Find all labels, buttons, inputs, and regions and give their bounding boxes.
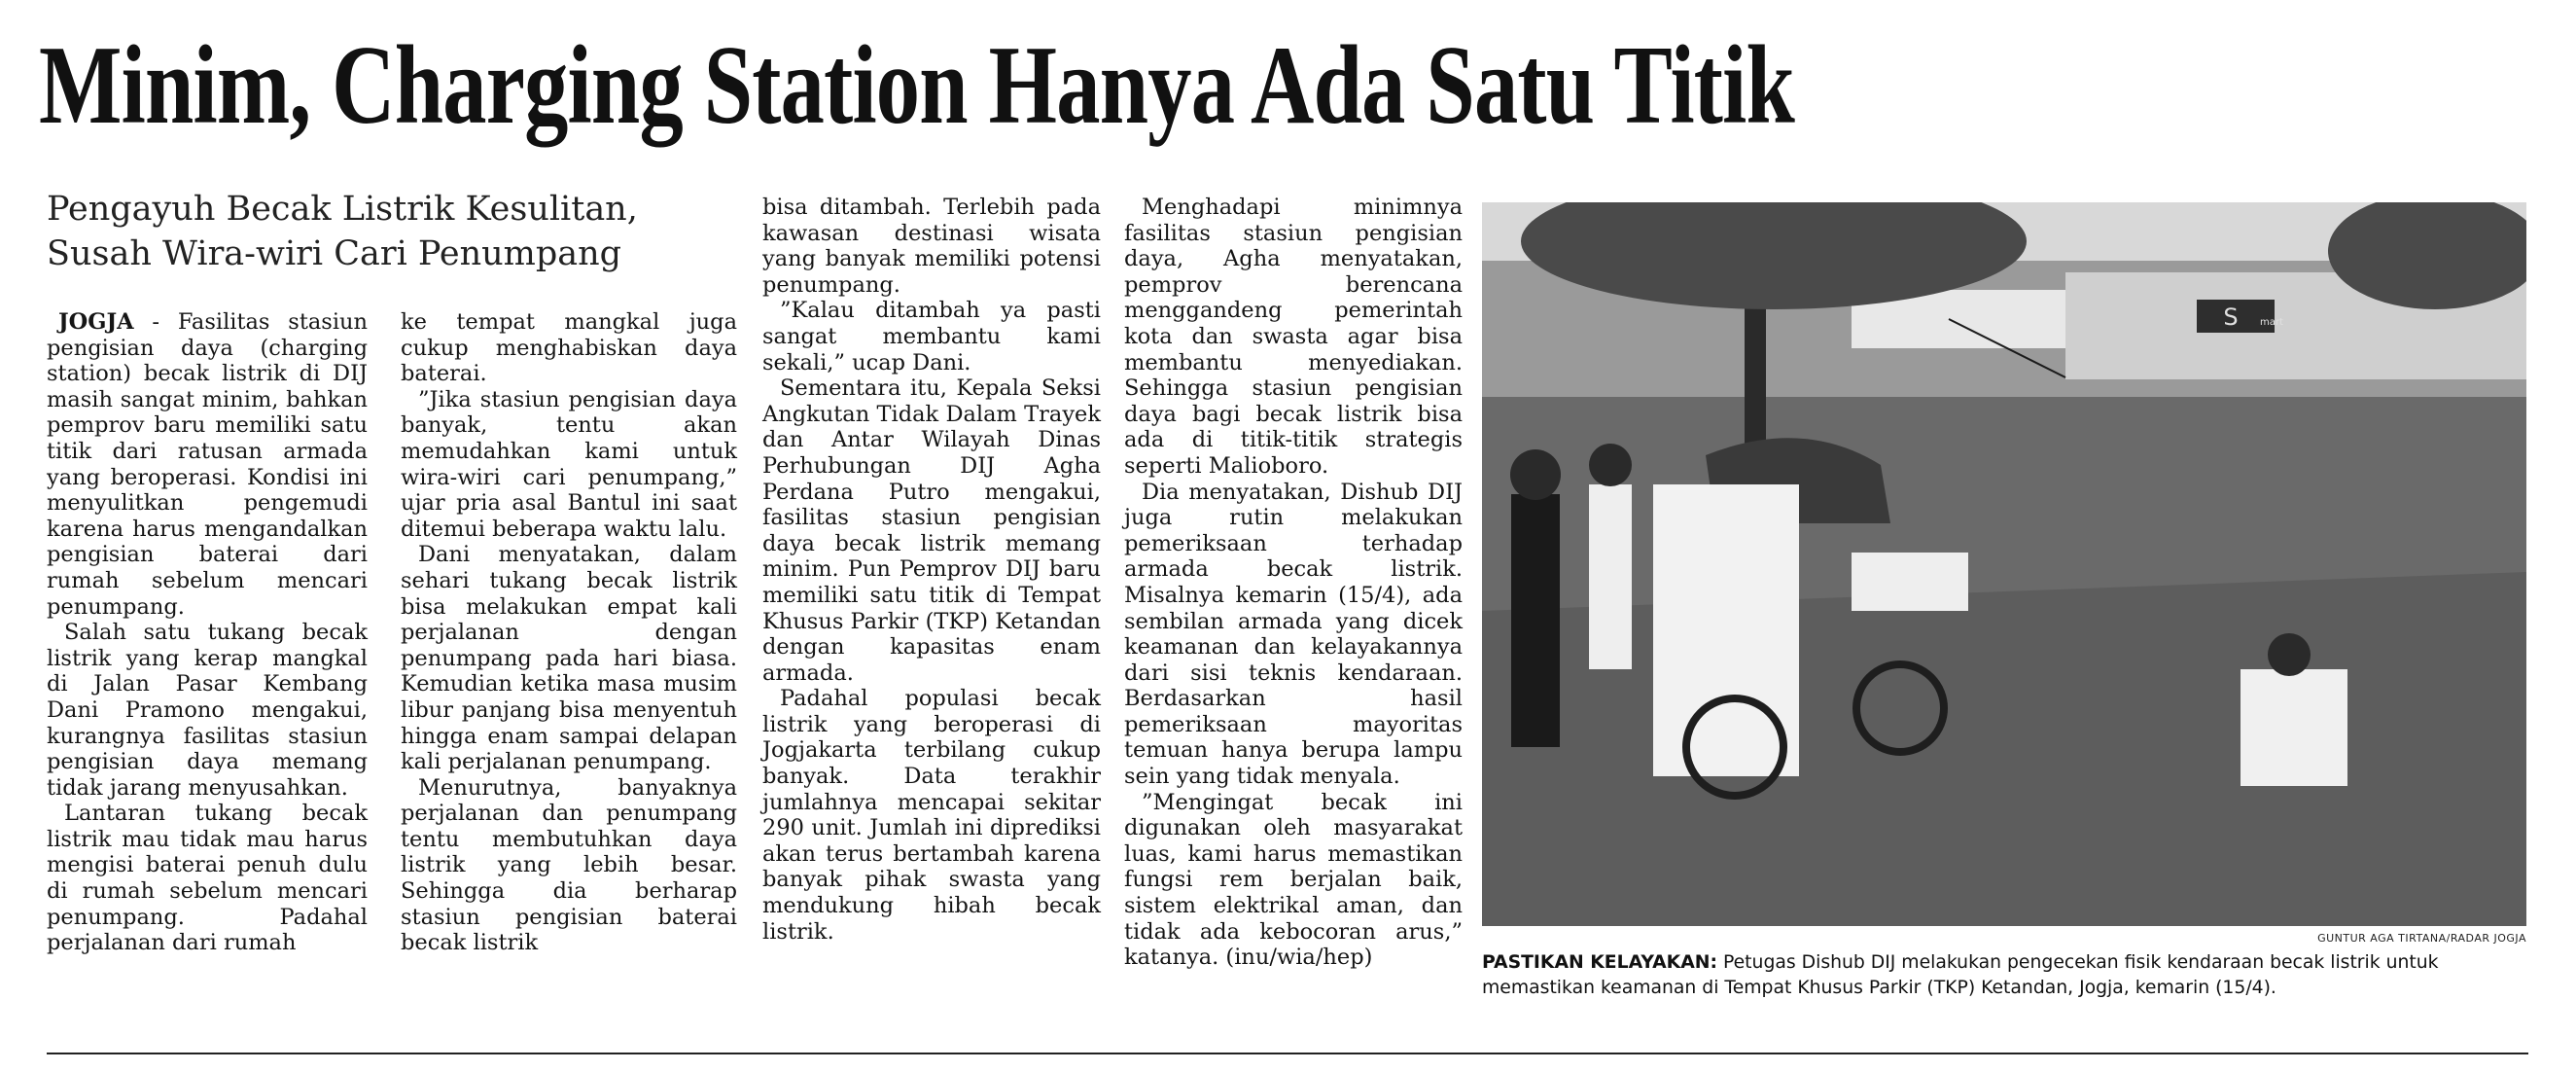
article-paragraph: Lantaran tukang becak listrik mau tidak mau harus mengisi baterai penuh dulu di rumah sebelum mencari penumpang. Padahal perjalanan dari rumah (47, 801, 368, 956)
subheadline-line-2: Susah Wira-wiri Cari Penumpang (47, 234, 622, 273)
article-paragraph: ”Jika stasiun pengisian daya banyak, tentu akan memudahkan kami untuk wira-wiri cari penumpang,” ujar pria asal Bantul ini saat ditemui beberapa waktu lalu. (401, 386, 737, 542)
caption-lead: PASTIKAN KELAYAKAN: (1482, 952, 1717, 973)
caption-text: Petugas Dishub DIJ melakukan pengecekan fisik kendaraan becak listrik untuk memastikan keamanan di Tempat Khusus Parkir (TKP) Ketandan, Jogja, kemarin (15/4). (1482, 952, 2439, 998)
article-paragraph: Menghadapi minimnya fasilitas stasiun pengisian daya, Agha menyatakan, pemprov berencana menggandeng pemerintah kota dan swasta agar bisa membantu menyediakan. Sehingga stasiun pengisian daya bagi becak listrik bisa ada di titik-titik strategis seperti Malioboro. (1124, 195, 1463, 479)
article-paragraph: Salah satu tukang becak listrik yang kerap mangkal di Jalan Pasar Kembang Dani Pramono mengakui, kurangnya fasilitas stasiun pengisian daya memang tidak jarang menyusahkan. (47, 620, 368, 801)
headline: Minim, Charging Station Hanya Ada Satu Titik (39, 23, 1795, 148)
shop-sign-letter: S (2223, 303, 2239, 331)
article-paragraph: ”Mengingat becak ini digunakan oleh masyarakat luas, kami harus memastikan fungsi rem berjalan baik, sistem elektrikal aman, dan tidak ada kebocoran arus,” katanya. (inu/wia/hep) (1124, 789, 1463, 971)
shop-sign-suffix: mart (2260, 317, 2283, 328)
lead-paragraph-text: - Fasilitas stasiun pengisian daya (charging station) becak listrik di DIJ masih sangat minim, bahkan pemprov baru memiliki satu titik dari ratusan armada yang beroperasi. Kondisi ini menyulitkan pengemudi karena harus mengandalkan pengisian baterai dari rumah sebelum mencari penumpang. (47, 309, 368, 620)
bottom-divider (47, 1053, 2528, 1054)
article-paragraph: Padahal populasi becak listrik yang beroperasi di Jogjakarta terbilang cukup banyak. Data terakhir jumlahnya mencapai sekitar 290 unit. Jumlah ini diprediksi akan terus bertambah karena banyak pihak swasta yang mendukung hibah becak listrik. (762, 686, 1101, 945)
article-paragraph: ”Kalau ditambah ya pasti sangat membantu kami sekali,” ucap Dani. (762, 298, 1101, 375)
article-paragraph: Dia menyatakan, Dishub DIJ juga rutin melakukan pemeriksaan terhadap armada becak listrik. Misalnya kemarin (15/4), ada sembilan armada yang dicek keamanan dan kelayakannya dari sisi teknis kendaraan. Berdasarkan hasil pemeriksaan mayoritas temuan hanya berupa lampu sein yang tidak menyala. (1124, 479, 1463, 790)
article-column-3 (762, 195, 1101, 945)
photo-caption (1482, 950, 2532, 1001)
subheadline-line-1: Pengayuh Becak Listrik Kesulitan, (47, 190, 638, 229)
dateline: JOGJA (58, 309, 134, 335)
article-column-1 (47, 309, 368, 956)
article-paragraph: ke tempat mangkal juga cukup menghabiskan daya baterai. (401, 309, 737, 387)
photo-credit: GUNTUR AGA TIRTANA/RADAR JOGJA (2317, 932, 2526, 945)
article-paragraph: Sementara itu, Kepala Seksi Angkutan Tidak Dalam Trayek dan Antar Wilayah Dinas Perhubungan DIJ Agha Perdana Putro mengakui, fasilitas stasiun pengisian daya becak listrik memang minim. Pun Pemprov DIJ baru memiliki satu titik di Tempat Khusus Parkir (TKP) Ketandan dengan kapasitas enam armada. (762, 375, 1102, 686)
article-paragraph (47, 309, 368, 620)
article-paragraph: Dani menyatakan, dalam sehari tukang becak listrik bisa melakukan empat kali perjalanan dengan penumpang pada hari biasa. Kemudian ketika masa musim libur panjang bisa menyentuh hingga enam sampai delapan kali perjalanan penumpang. (401, 542, 737, 775)
article-column-4 (1124, 195, 1463, 971)
subheadline (47, 187, 708, 276)
article-paragraph: bisa ditambah. Terlebih pada kawasan destinasi wisata yang banyak memiliki potensi penumpang. (762, 195, 1101, 298)
article-paragraph: Menurutnya, banyaknya perjalanan dan penumpang tentu membutuhkan daya listrik yang lebih besar. Sehingga dia berharap stasiun pengisian baterai becak listrik (401, 774, 737, 956)
photo-illustration (1482, 202, 2526, 926)
article-column-2 (401, 309, 737, 956)
news-photo (1482, 202, 2526, 926)
